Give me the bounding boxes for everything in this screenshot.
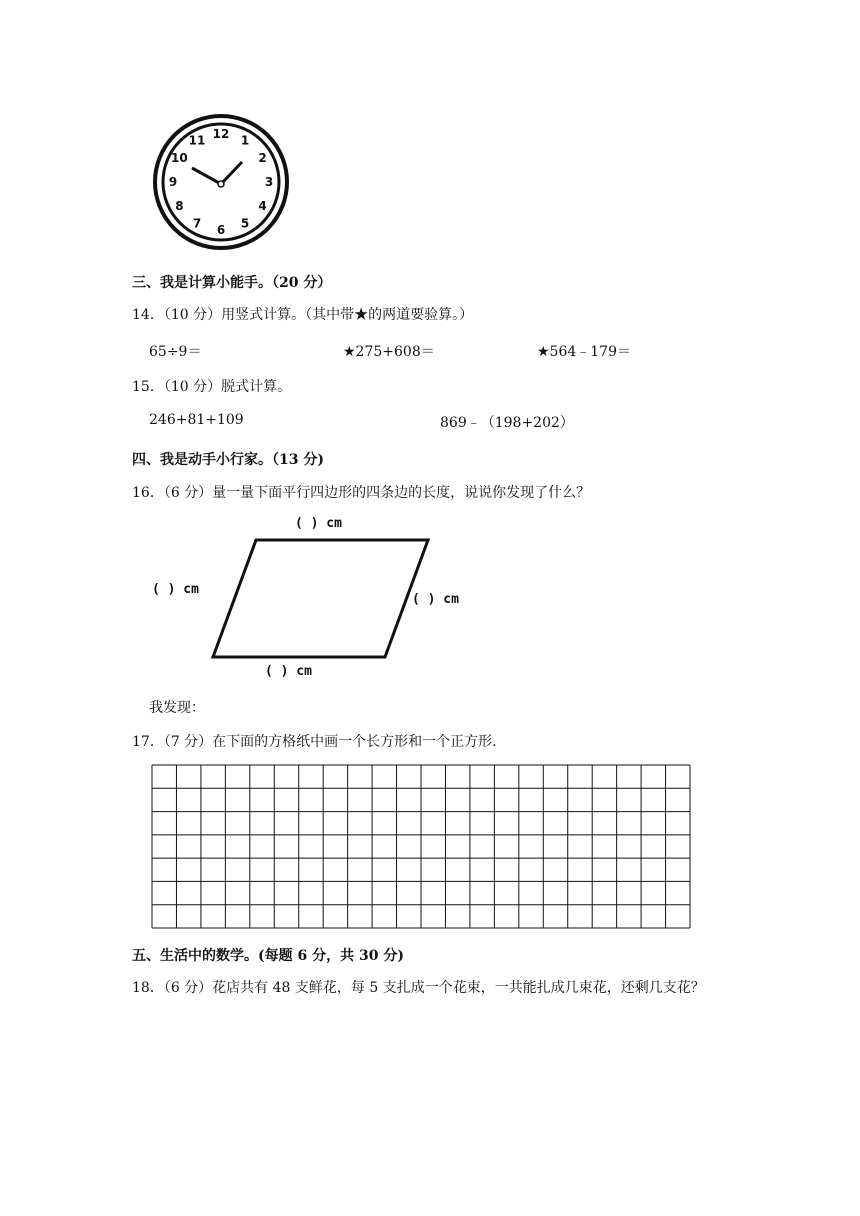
q14-item-1: 65÷9＝ xyxy=(149,344,202,360)
clock-numeral: 8 xyxy=(175,199,184,213)
grid-paper[interactable] xyxy=(151,764,691,929)
section-5-title: 五、生活中的数学。(每题 6 分，共 30 分) xyxy=(132,948,404,964)
minute-hand xyxy=(221,162,242,184)
section-3-title: 三、我是计算小能手。（20 分） xyxy=(132,275,332,291)
label-bottom: ( ) cm xyxy=(265,664,312,679)
label-top: ( ) cm xyxy=(295,516,342,531)
clock-numeral: 11 xyxy=(188,133,206,148)
q15-item-2: 869﹣（198+202） xyxy=(440,415,574,431)
q15-item-1: 246+81+109 xyxy=(149,412,244,428)
hour-hand xyxy=(192,168,221,184)
clock-numeral: 3 xyxy=(264,175,274,189)
clock-numeral: 10 xyxy=(171,151,188,165)
clock-figure xyxy=(148,112,294,252)
clock-numeral: 7 xyxy=(192,216,202,231)
q16-stem: 16．（6 分）量一量下面平行四边形的四条边的长度，说说你发现了什么？ xyxy=(132,485,591,501)
clock-numeral: 5 xyxy=(240,216,250,231)
clock-numeral: 6 xyxy=(216,223,226,237)
parallelogram-figure xyxy=(150,512,495,684)
q14-item-3: ★564﹣179＝ xyxy=(537,344,631,360)
q16-discover: 我发现： xyxy=(149,700,205,716)
clock-numeral: 1 xyxy=(240,133,250,148)
section-4-title: 四、我是动手小行家。（13 分) xyxy=(132,452,324,468)
label-left: ( ) cm xyxy=(152,582,199,597)
q14-stem: 14．（10 分）用竖式计算。（其中带★的两道要验算。） xyxy=(132,307,474,323)
q15-stem: 15．（10 分）脱式计算。 xyxy=(132,379,292,395)
q18-stem: 18．（6 分）花店共有 48 支鲜花，每 5 支扎成一个花束，一共能扎成几束花，还剩几支花？ xyxy=(132,980,705,996)
q14-item-2: ★275+608＝ xyxy=(343,344,435,360)
clock-numeral: 4 xyxy=(258,199,267,213)
clock-numeral: 9 xyxy=(168,175,178,189)
q17-stem: 17．（7 分）在下面的方格纸中画一个长方形和一个正方形. xyxy=(132,734,497,750)
label-right: ( ) cm xyxy=(412,592,459,607)
clock-numeral: 12 xyxy=(212,127,230,141)
clock-numeral: 2 xyxy=(258,151,267,165)
